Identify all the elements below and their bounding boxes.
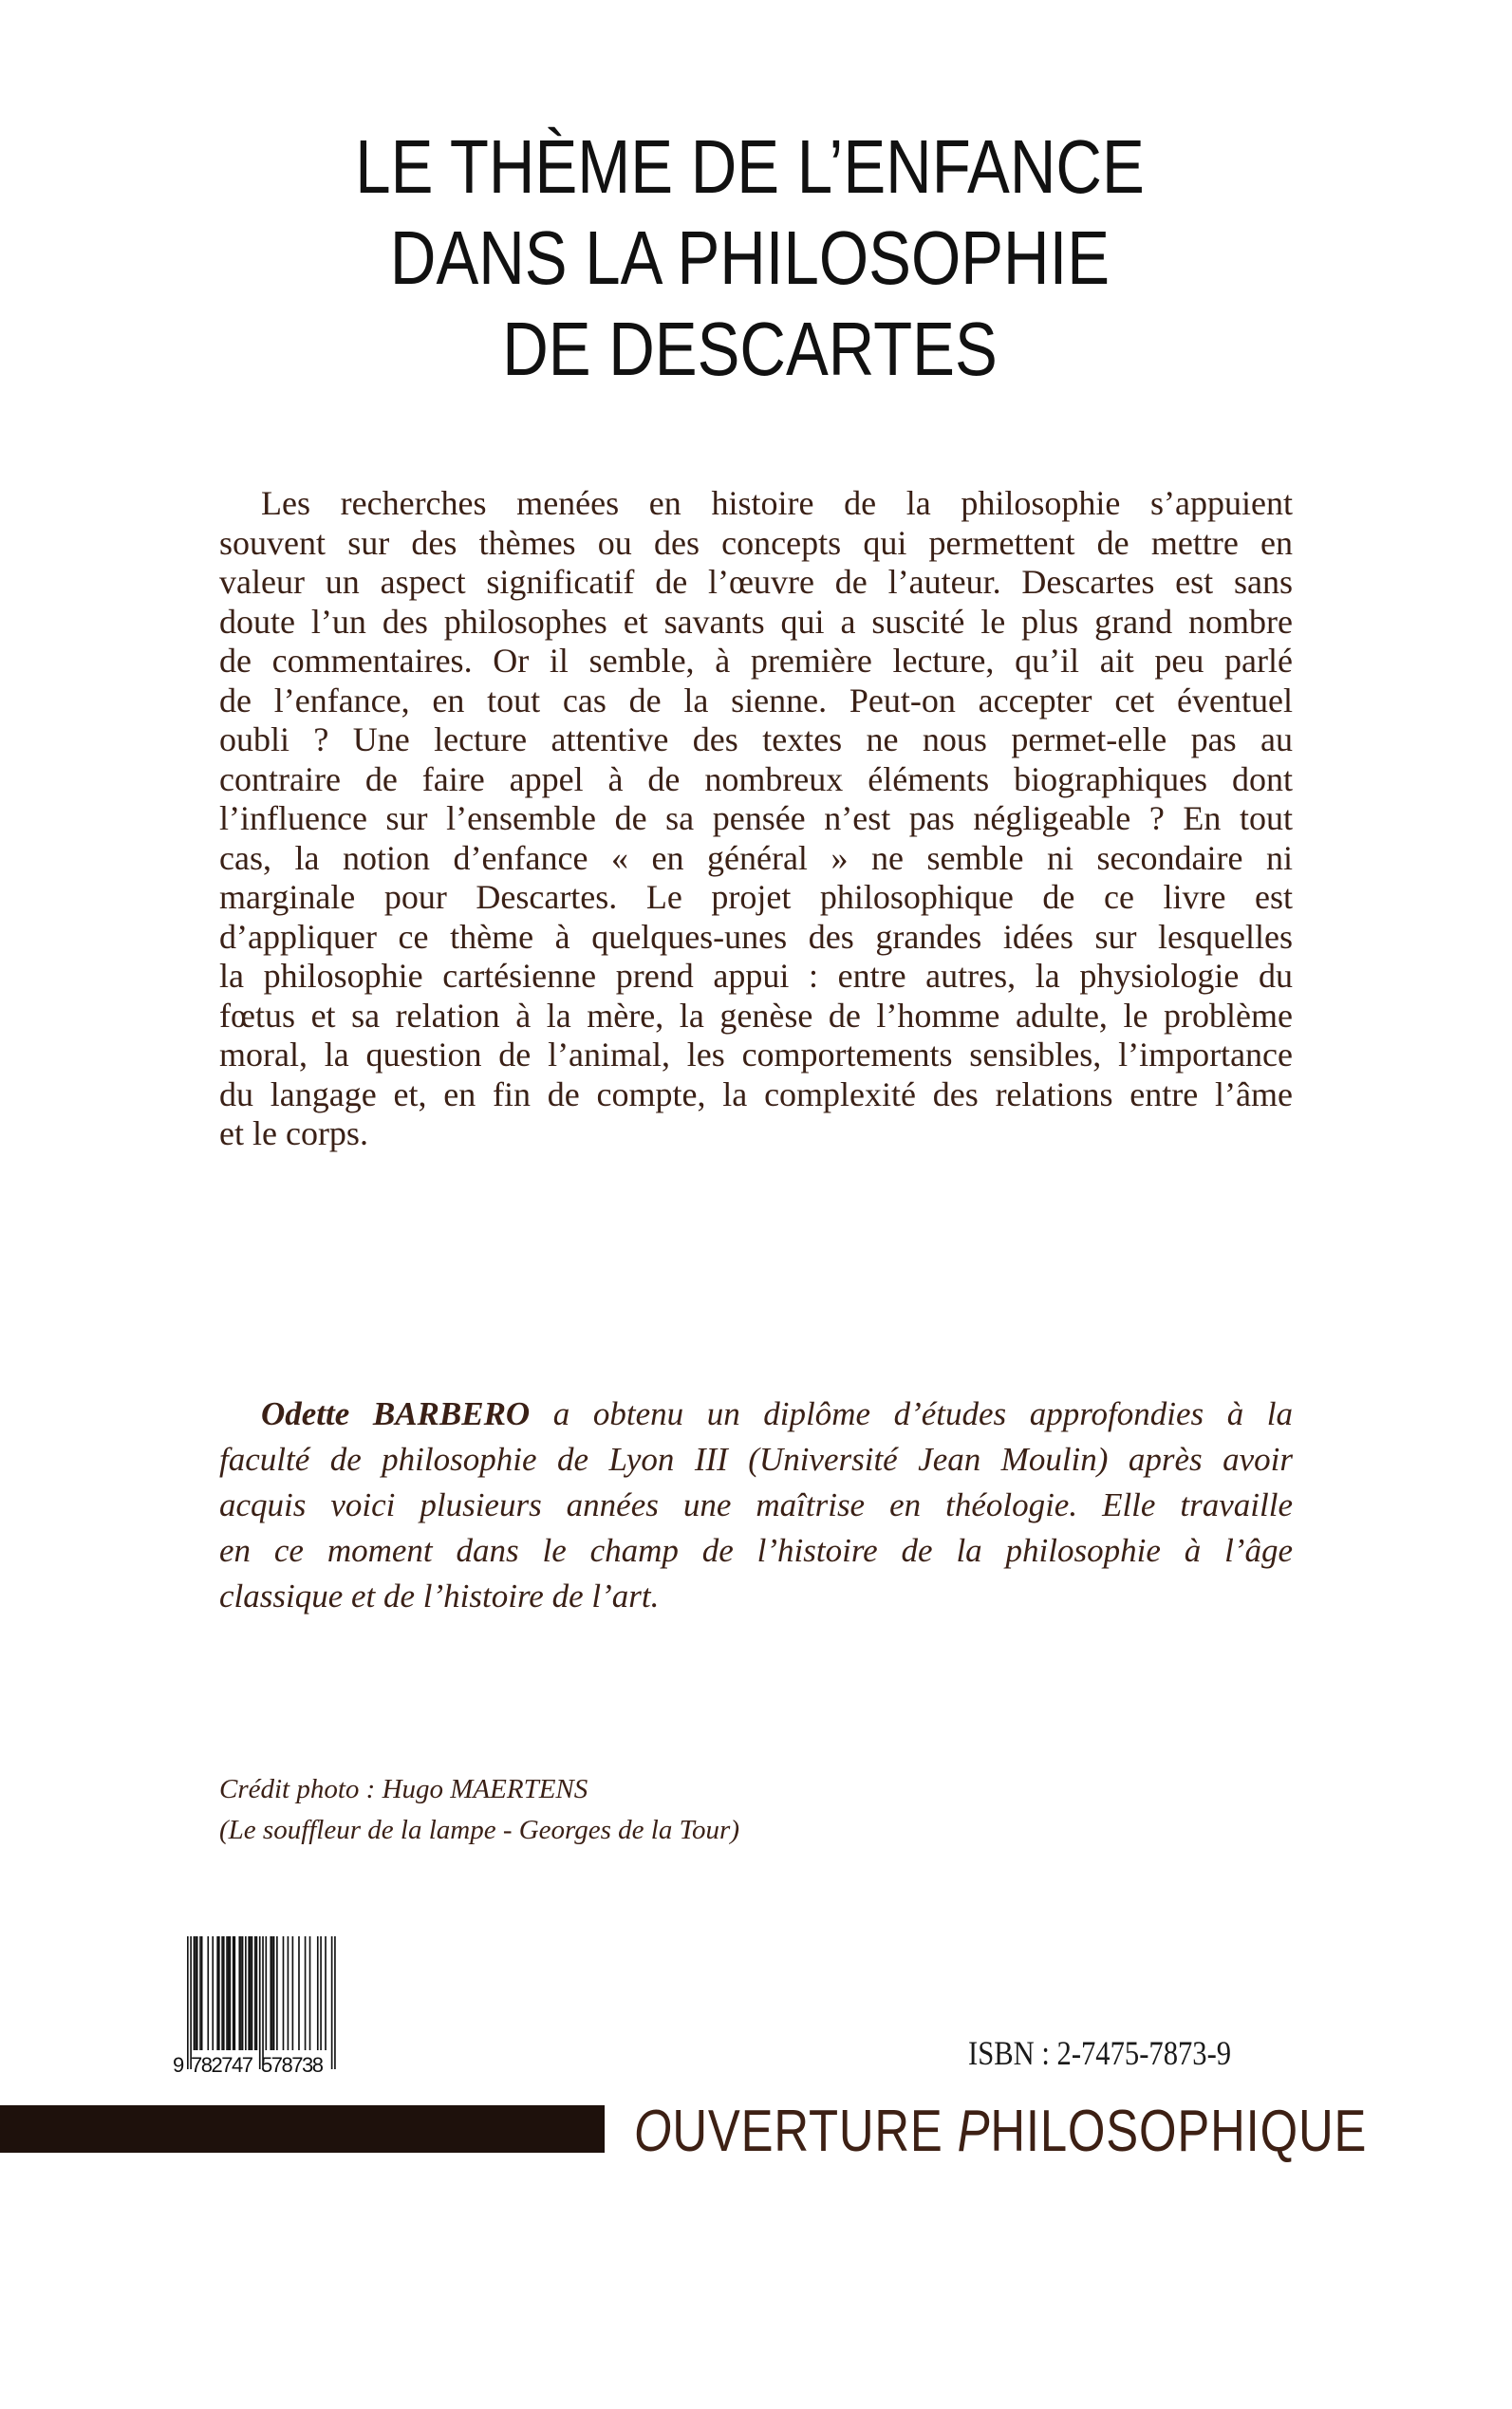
barcode-bar [245,1936,247,2050]
barcode-bar [207,1936,209,2050]
barcode-bar [194,1936,196,2050]
barcode-bar [201,1936,203,2050]
barcode-bar [196,1936,198,2050]
barcode-bar [270,1936,271,2050]
summary-line: l’influence sur l’ensemble de sa pensée n’est pas négligeable ? En tout [219,799,1293,837]
barcode-bar [199,1936,201,2050]
barcode-bar [190,1936,192,2069]
summary-line: d’appliquer ce thème à quelques-unes des grandes idées sur lesquelles [219,917,1293,956]
summary-line: doute l’un des philosophes et savants qui a suscité le plus grand nombre [219,602,1293,641]
barcode-bar [248,1936,250,2050]
barcode-bar [320,1936,322,2050]
barcode-bar [234,1936,236,2050]
bio-line: classique et de l’histoire de l’art. [219,1578,660,1615]
credit-line-1: Crédit photo : Hugo MAERTENS [219,1774,588,1804]
series-initial-p: P [957,2099,991,2164]
barcode-bar [223,1936,225,2050]
barcode-bar [250,1936,252,2050]
barcode-bar [221,1936,223,2050]
summary-line: oubli ? Une lecture attentive des textes ne nous permet-elle pas au [219,720,1293,758]
series-word-1: UVERTURE [672,2099,958,2164]
barcode-bar [212,1936,214,2050]
barcode-bar [228,1936,230,2050]
summary-line: marginale pour Descartes. Le projet philosophique de ce livre est [219,878,1293,916]
barcode-bar [240,1936,242,2050]
barcode-bar [233,1936,234,2050]
barcode-bar [266,1936,268,2050]
summary-line: et le corps. [219,1114,368,1152]
barcode-bar [288,1936,289,2050]
barcode-bar [259,1936,261,2069]
summary-line: valeur un aspect significatif de l’œuvre de l’auteur. Descartes est sans [219,563,1293,601]
author-bio [219,1391,1293,1619]
barcode-bar [271,1936,273,2050]
bio-line [219,1391,1293,1437]
book-title [0,121,1512,395]
bio-line: faculté de philosophie de Lyon III (Université Jean Moulin) après avoir [219,1441,1293,1478]
title-line-3: DE DESCARTES [502,307,998,391]
barcode-bar [283,1936,285,2050]
credit-line-2: (Le souffleur de la lampe - Georges de la Tour) [219,1815,739,1845]
barcode-bar [195,1936,196,2050]
barcode-bar [325,1936,327,2050]
summary-line: de l’enfance, en tout cas de la sienne. Peut-on accepter cet éventuel [219,681,1293,719]
barcode-bar [298,1936,300,2050]
isbn: ISBN : 2-7475-7873-9 [968,2034,1232,2072]
author-name: Odette BARBERO [261,1395,531,1432]
barcode-bar [216,1936,218,2050]
summary-line: de commentaires. Or il semble, à première lecture, qu’il ait peu parlé [219,642,1293,680]
barcode [171,1936,342,2079]
barcode-bars [187,1936,336,2069]
series-word-2: HILOSOPHIQUE [990,2099,1368,2164]
barcode-bar [256,1936,258,2050]
barcode-bar [238,1936,240,2050]
summary-line: souvent sur des thèmes ou des concepts qui permettent de mettre en [219,523,1293,562]
bio-text: a obtenu un diplôme d’études approfondies à la [552,1395,1294,1432]
series-initial-o: O [634,2099,673,2164]
barcode-bar [187,1936,189,2069]
barcode-bar [309,1936,311,2050]
barcode-bar [317,1936,319,2050]
barcode-bar [226,1936,228,2050]
summary-line: du langage et, en fin de compte, la complexité des relations entre l’âme [219,1074,1293,1113]
barcode-bar [273,1936,275,2050]
summary-line: cas, la notion d’enfance « en général » ne semble ni secondaire ni [219,838,1293,877]
title-line-2: DANS LA PHILOSOPHIE [389,215,1111,300]
summary-paragraph [219,484,1293,1154]
summary-line: la philosophie cartésienne prend appui : entre autres, la physiologie du [219,957,1293,995]
summary-line: fœtus et sa relation à la mère, la genèse de l’homme adulte, le problème [219,996,1293,1035]
barcode-bar [262,1936,264,2069]
barcode-bar [218,1936,220,2050]
barcode-left-digits: 782747 [191,2053,253,2077]
summary-line: Les recherches menées en histoire de la philosophie s’appuient [261,484,1293,522]
barcode-bar [242,1936,244,2050]
barcode-bar [292,1936,294,2050]
barcode-bar [334,1936,336,2069]
barcode-bar [276,1936,278,2050]
title-line-1: LE THÈME DE L’ENFANCE [355,124,1145,209]
summary-line: moral, la question de l’animal, les comportements sensibles, l’importance [219,1036,1293,1074]
summary-line: contraire de faire appel à de nombreux éléments biographiques dont [219,759,1293,798]
photo-credit [219,1769,739,1851]
barcode-right-digits: 578738 [261,2053,324,2077]
barcode-bar [230,1936,232,2050]
barcode-bar [305,1936,307,2050]
barcode-bar [252,1936,253,2050]
series-name [634,2098,1367,2165]
barcode-bar [254,1936,256,2050]
bio-line: acquis voici plusieurs années une maîtrise en théologie. Elle travaille [219,1486,1293,1523]
barcode-bar [331,1936,333,2069]
series-bar [0,2105,605,2153]
barcode-first-digit: 9 [173,2053,185,2077]
bio-line: en ce moment dans le champ de l’histoire de la philosophie à l’âge [219,1532,1293,1569]
